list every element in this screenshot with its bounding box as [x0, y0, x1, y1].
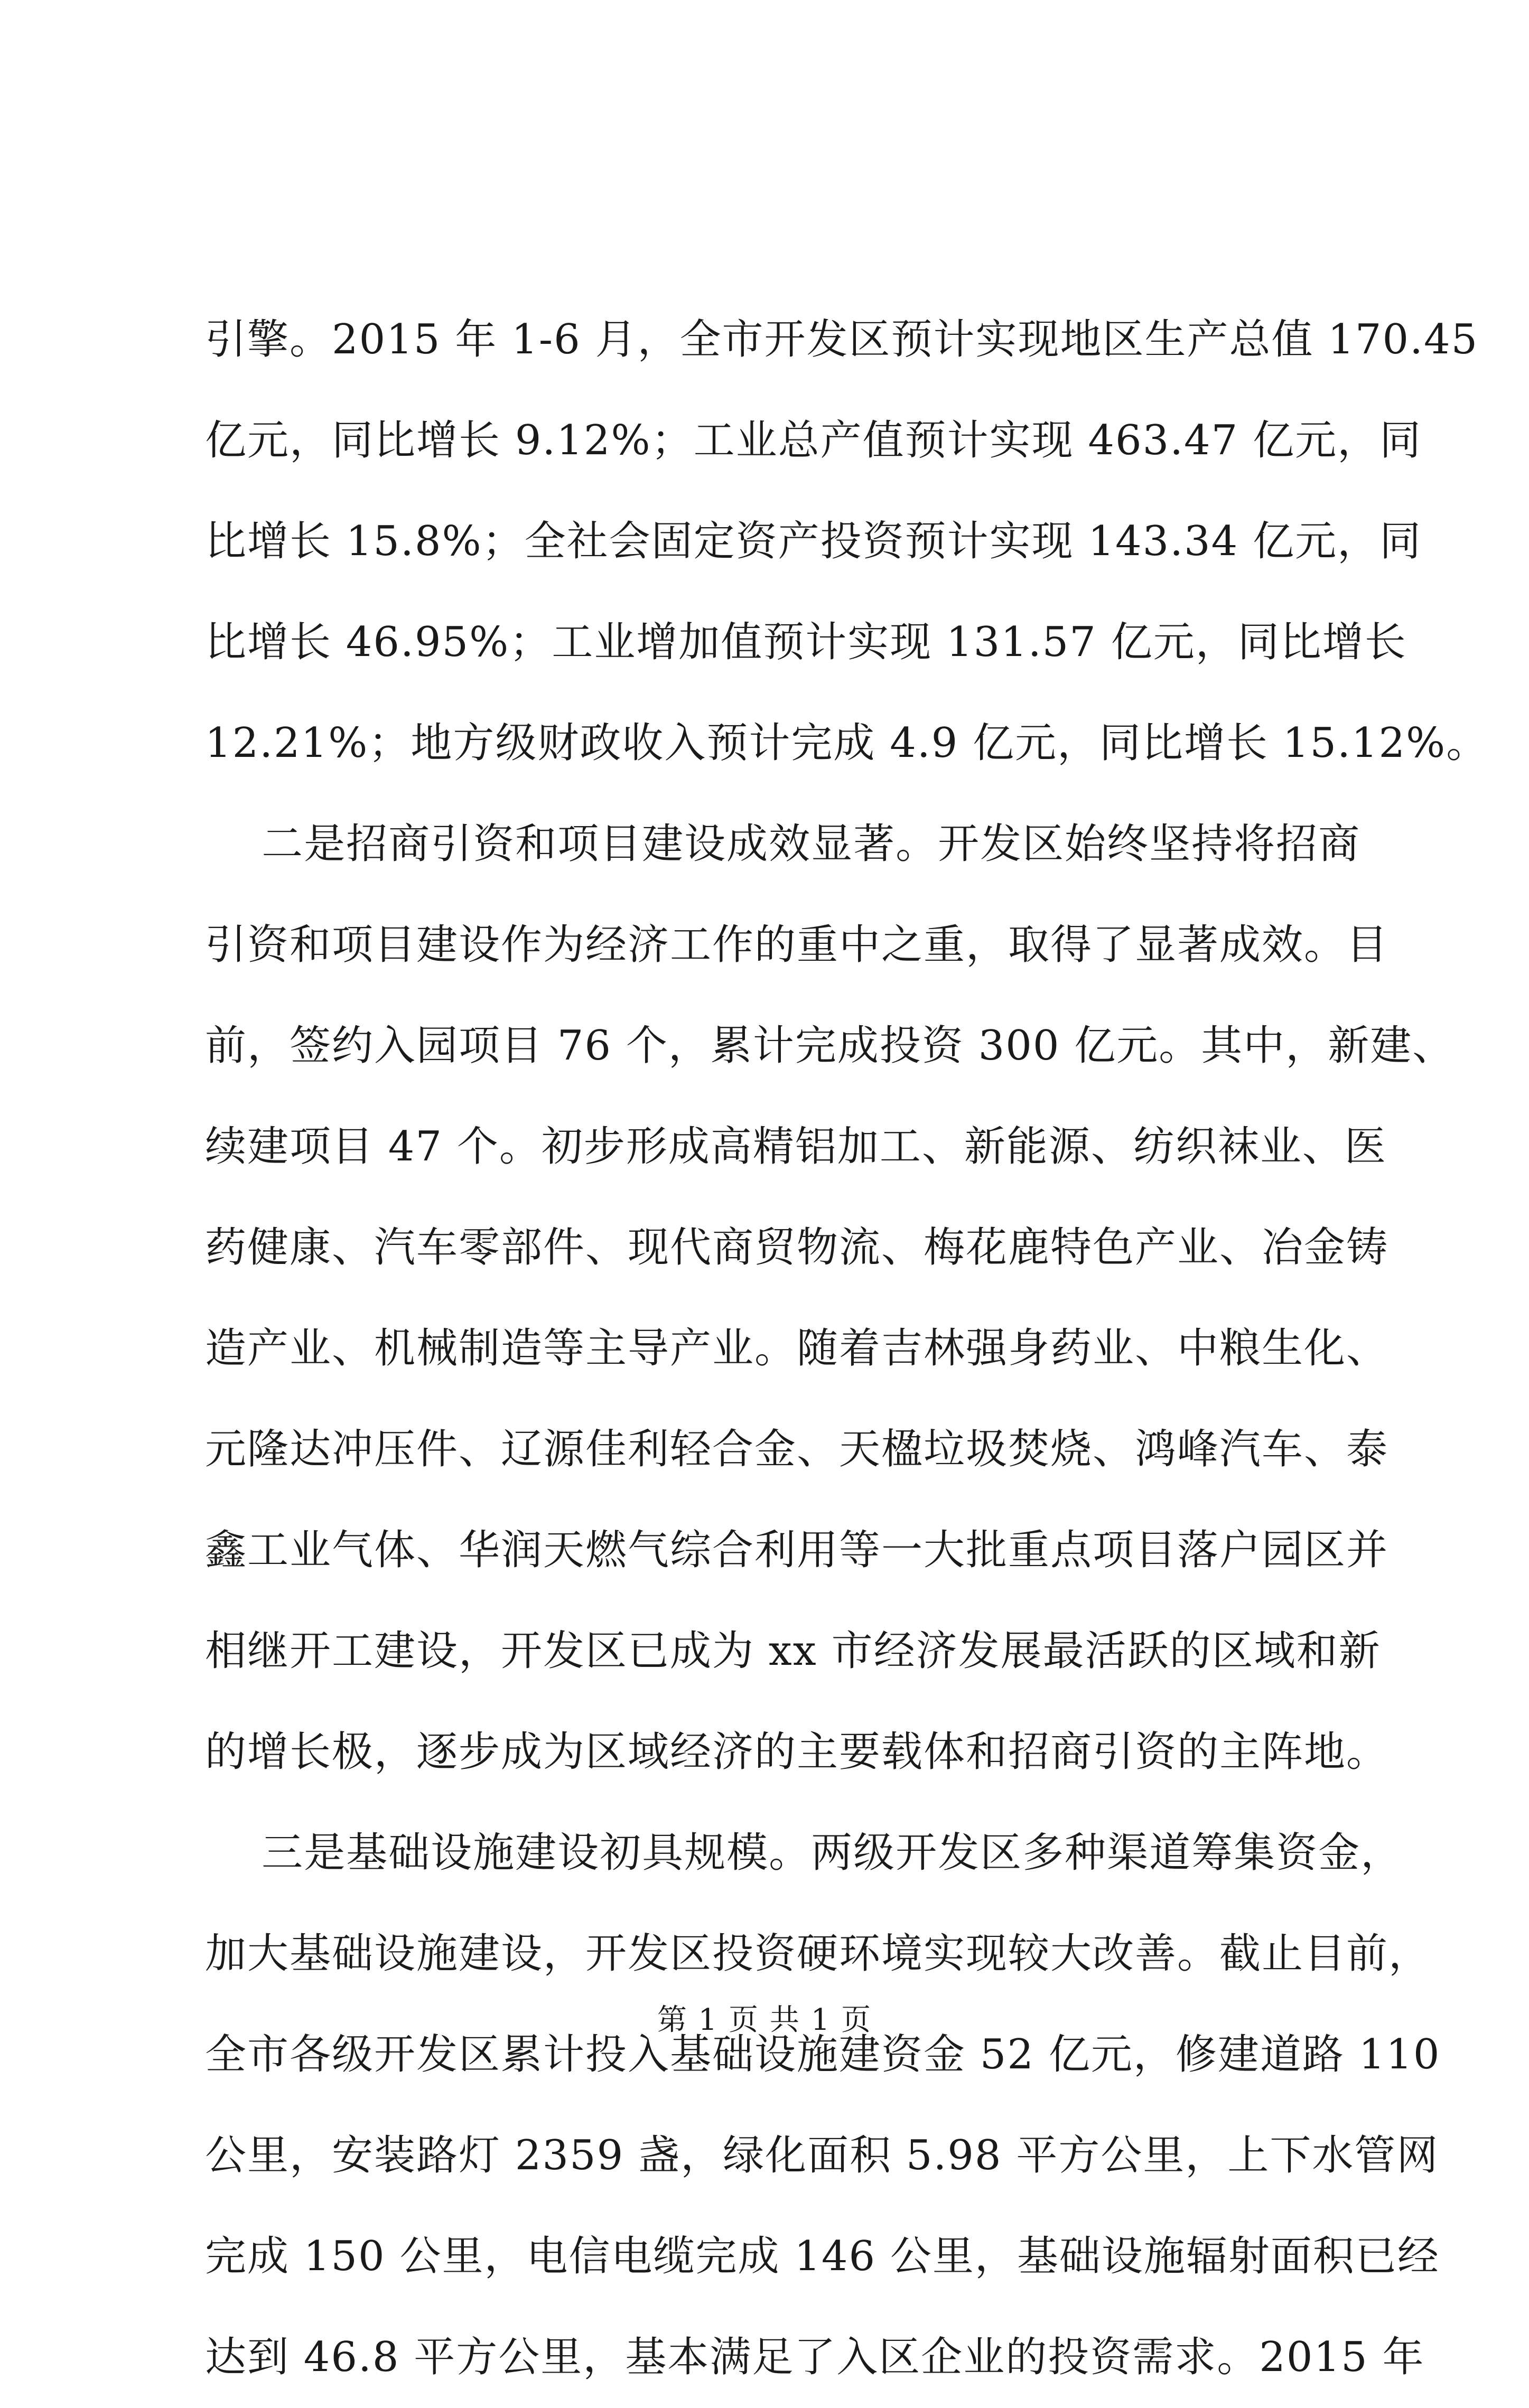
text-line: 加大基础设施建设，开发区投资硬环境实现较大改善。截止目前，: [205, 1930, 1431, 1978]
text-line: 比增长 46.95%；工业增加值预计实现 131.57 亿元，同比增长: [205, 619, 1407, 666]
text-line: 达到 46.8 平方公里，基本满足了入区企业的投资需求。2015 年: [205, 2334, 1425, 2381]
text-line: 造产业、机械制造等主导产业。随着吉林强身药业、中粮生化、: [205, 1325, 1389, 1372]
text-line: 相继开工建设，开发区已成为 xx 市经济发展最活跃的区域和新: [205, 1627, 1381, 1675]
text-line: 亿元，同比增长 9.12%；工业总产值预计实现 463.47 亿元，同: [205, 417, 1422, 464]
text-line: 药健康、汽车零部件、现代商贸物流、梅花鹿特色产业、冶金铸: [205, 1224, 1389, 1271]
text-line: 前，签约入园项目 76 个，累计完成投资 300 亿元。其中，新建、: [205, 1022, 1455, 1070]
page-footer: 第 1 页 共 1 页: [657, 2003, 872, 2037]
text-line: 全市各级开发区累计投入基础设施建资金 52 亿元，修建道路 110: [205, 2031, 1441, 2078]
text-line: 引擎。2015 年 1-6 月，全市开发区预计实现地区生产总值 170.45: [205, 316, 1479, 363]
text-line: 公里，安装路灯 2359 盏，绿化面积 5.98 平方公里，上下水管网: [205, 2132, 1439, 2179]
text-line: 引资和项目建设作为经济工作的重中之重，取得了显著成效。目: [205, 921, 1389, 969]
text-line: 比增长 15.8%；全社会固定资产投资预计实现 143.34 亿元，同: [205, 518, 1422, 565]
document-body: [205, 289, 1489, 2408]
text-line: 完成 150 公里，电信电缆完成 146 公里，基础设施辐射面积已经: [205, 2233, 1440, 2280]
text-line: 三是基础设施建设初具规模。两级开发区多种渠道筹集资金，: [205, 1829, 1403, 1877]
text-line: 鑫工业气体、华润天燃气综合利用等一大批重点项目落户园区并: [205, 1526, 1389, 1574]
text-line: 续建项目 47 个。初步形成高精铝加工、新能源、纺织袜业、医: [205, 1123, 1387, 1170]
text-line: 元隆达冲压件、辽源佳利轻合金、天楹垃圾焚烧、鸿峰汽车、泰: [205, 1426, 1389, 1473]
text-line: 的增长极，逐步成为区域经济的主要载体和招商引资的主阵地。: [205, 1728, 1389, 1776]
text-line: 二是招商引资和项目建设成效显著。开发区始终坚持将招商: [205, 820, 1361, 868]
text-line: 12.21%；地方级财政收入预计完成 4.9 亿元，同比增长 15.12%。: [205, 719, 1489, 767]
